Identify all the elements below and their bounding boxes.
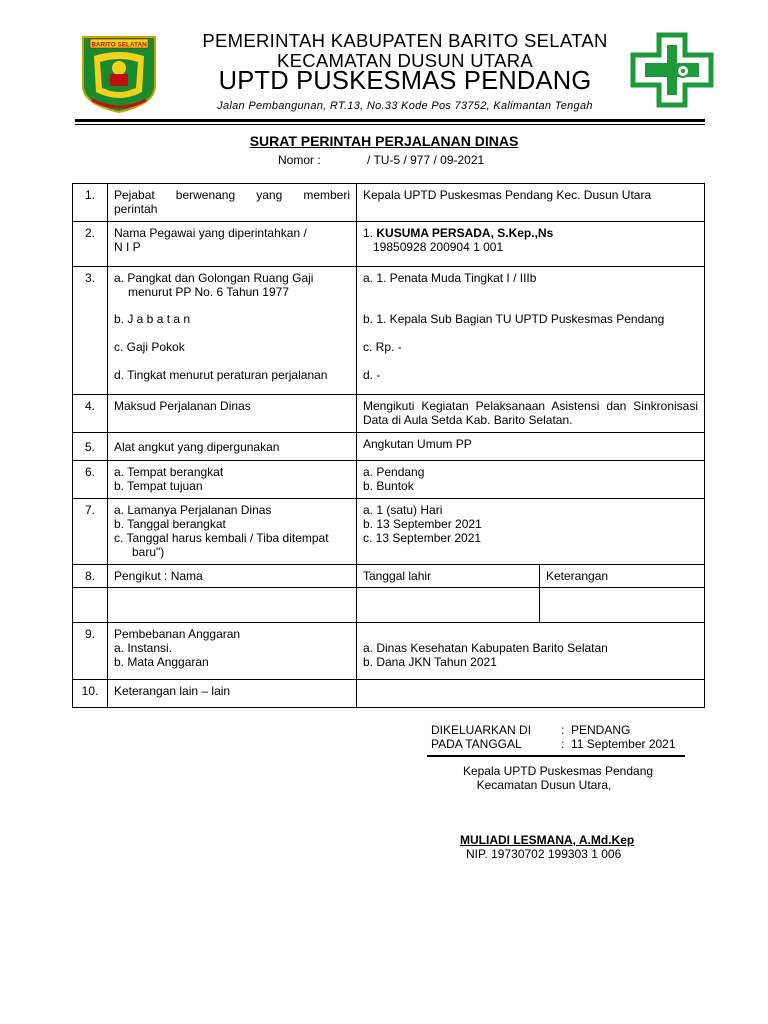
table-row: [73, 184, 705, 222]
table-row: [73, 433, 705, 461]
row-label: Pejabat berwenang yang memberi perintah: [108, 184, 357, 222]
row-number: 1.: [73, 184, 108, 222]
row-label: Pengikut : Nama: [108, 565, 357, 588]
row-value: Angkutan Umum PP: [357, 433, 705, 461]
issued-date-label: PADA TANGGAL: [431, 737, 522, 751]
empty-cell: [357, 588, 540, 623]
signer-nip: NIP. 19730702 199303 1 006: [466, 847, 622, 861]
logo-banner-text: BARITO SELATAN: [91, 41, 147, 49]
table-row: [73, 395, 705, 433]
employee-nip: 19850928 200904 1 001: [373, 240, 504, 254]
row-label: Alat angkut yang dipergunakan: [108, 433, 357, 461]
signature-divider: [427, 755, 685, 757]
signer-name: MULIADI LESMANA, A.Md.Kep: [460, 833, 635, 847]
row-value: a. Dinas Kesehatan Kabupaten Barito Selatan b. Dana JKN Tahun 2021: [357, 623, 705, 680]
row-label: a. Pangkat dan Golongan Ruang Gaji menurut PP No. 6 Tahun 1977 b. J a b a t a n c. Gaji Pokok d. Tingkat menurut peraturan perjalanan: [108, 267, 357, 395]
empty-cell: [73, 588, 108, 623]
row-number: 4.: [73, 395, 108, 433]
table-row: [73, 623, 705, 680]
table-row: [73, 588, 705, 623]
row-value: [357, 680, 705, 708]
row-label: Keterangan lain – lain: [108, 680, 357, 708]
column-header-birthdate: Tanggal lahir: [357, 565, 540, 588]
row-label: Nama Pegawai yang diperintahkan / N I P: [108, 222, 357, 267]
row-number: 7.: [73, 499, 108, 565]
barito-selatan-emblem-logo: [80, 34, 158, 114]
issued-date-separator: :: [561, 737, 565, 751]
row-label: Maksud Perjalanan Dinas: [108, 395, 357, 433]
row-label: Pembebanan Anggaran a. Instansi. b. Mata Anggaran: [108, 623, 357, 680]
row-label: a. Tempat berangkat b. Tempat tujuan: [108, 461, 357, 499]
spd-table: [72, 183, 705, 708]
document-title: SURAT PERINTAH PERJALANAN DINAS: [249, 133, 519, 149]
header-address: Jalan Pembangunan, RT.13, No.33 Kode Pos 73752, Kalimantan Tengah: [217, 100, 593, 112]
row-number: 9.: [73, 623, 108, 680]
nomor-label: Nomor :: [278, 153, 321, 167]
header-government-line: PEMERINTAH KABUPATEN BARITO SELATAN: [202, 30, 608, 51]
issued-at-label: DIKELUARKAN DI: [431, 723, 532, 737]
column-header-notes: Keterangan: [540, 565, 705, 588]
nomor-value: / TU-5 / 977 / 09-2021: [367, 153, 485, 167]
row-number: 5.: [73, 433, 108, 461]
row-value: a. Pendang b. Buntok: [357, 461, 705, 499]
row-number: 10.: [73, 680, 108, 708]
header-divider-thin: [75, 124, 705, 125]
row-number: 2.: [73, 222, 108, 267]
table-row: [73, 222, 705, 267]
empty-cell: [108, 588, 357, 623]
row-value: Kepala UPTD Puskesmas Pendang Kec. Dusun Utara: [357, 184, 705, 222]
row-value: Mengikuti Kegiatan Pelaksanaan Asistensi dan Sinkronisasi Data di Aula Setda Kab. Barito Selatan.: [357, 395, 705, 433]
header-divider-thick: [75, 119, 705, 122]
table-row: [73, 267, 705, 395]
table-row: [73, 461, 705, 499]
row-number: 8.: [73, 565, 108, 588]
issued-at-separator: :: [561, 723, 565, 737]
row-number: 3.: [73, 267, 108, 395]
row-number: 6.: [73, 461, 108, 499]
header-institution-name: UPTD PUSKESMAS PENDANG: [218, 67, 592, 95]
table-row: [73, 565, 705, 588]
employee-name: KUSUMA PERSADA, S.Kep.,Ns: [376, 226, 554, 240]
signer-position-line2: Kecamatan Dusun Utara,: [476, 778, 612, 792]
row-label: a. Lamanya Perjalanan Dinas b. Tanggal berangkat c. Tanggal harus kembali / Tiba ditempat baru"): [108, 499, 357, 565]
signer-position-line1: Kepala UPTD Puskesmas Pendang: [462, 764, 654, 778]
empty-cell: [540, 588, 705, 623]
table-row: [73, 680, 705, 708]
row-value: a. 1. Penata Muda Tingkat I / IIIb b. 1. Kepala Sub Bagian TU UPTD Puskesmas Pendang c. Rp. - d. -: [357, 267, 705, 395]
issued-date-value: 11 September 2021: [571, 737, 676, 751]
row-value: a. 1 (satu) Hari b. 13 September 2021 c. 13 September 2021: [357, 499, 705, 565]
row-value: 1. KUSUMA PERSADA, S.Kep.,Ns 19850928 200904 1 001: [357, 222, 705, 267]
issued-at-value: PENDANG: [571, 723, 631, 737]
table-row: [73, 499, 705, 565]
header-district-line: KECAMATAN DUSUN UTARA: [276, 50, 534, 71]
